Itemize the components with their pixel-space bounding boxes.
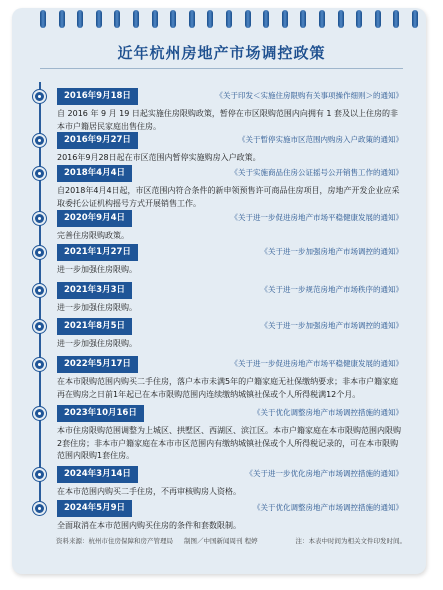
- entry-description: 自2018年4月4日起，市区范围内符合条件的新申领预售许可商品住房项目，房地产开发企业应采取委托公证机构摇号方式开展销售工作。: [57, 186, 400, 208]
- binder-ring: [375, 10, 381, 28]
- entry-description: 自 2016 年 9 月 19 日起实施住房限购政策，暂停在市区限购范围内向拥有 1 套及以上住房的非本市户籍居民家庭出售住房。: [57, 109, 399, 131]
- timeline-dot-icon: [33, 284, 46, 297]
- entry-date: 2021年1月27日: [57, 244, 138, 261]
- timeline-dot-icon: [33, 167, 46, 180]
- entry-document-title: 《关于优化调整房地产市场调控措施的通知》: [253, 408, 403, 417]
- binder-ring: [114, 10, 120, 28]
- entry-description: 全面取消在本市范围内购买住房的条件和套数限制。: [57, 521, 241, 530]
- binder-ring: [245, 10, 251, 28]
- footer-source: 资料来源：杭州市住房保障和房产管理局: [56, 537, 173, 545]
- entry-document-title: 《关于进一步规范房地产市场秩序的通知》: [260, 285, 403, 294]
- timeline-dot-icon: [33, 320, 46, 333]
- entry-document-title: 《关于进一步促进房地产市场平稳健康发展的通知》: [230, 213, 403, 222]
- entry-date: 2016年9月27日: [57, 132, 138, 149]
- binder-ring: [207, 10, 213, 28]
- binder-ring: [300, 10, 306, 28]
- entry-document-title: 《关于暂停实施市区范围内购房入户政策的通知》: [238, 135, 403, 144]
- entry-document-title: 《关于实施商品住房公证摇号公开销售工作的通知》: [230, 168, 403, 177]
- timeline-dot-icon: [33, 90, 46, 103]
- binder-ring: [356, 10, 362, 28]
- entry-document-title: 《关于进一步优化房地产市场调控措施的通知》: [245, 469, 403, 478]
- entry-document-title: 《关于印发＜实施住房限购有关事项操作细则＞的通知》: [215, 91, 403, 100]
- binder-ring: [40, 10, 46, 28]
- entry-date: 2024年3月14日: [57, 466, 138, 483]
- footer-note: 注：本表中时间为相关文件印发时间。: [295, 537, 406, 545]
- title-divider: [40, 68, 403, 69]
- binder-ring: [59, 10, 65, 28]
- entry-date: 2020年9月4日: [57, 210, 132, 227]
- page-title: 近年杭州房地产市场调控政策: [117, 44, 326, 62]
- binder-ring: [282, 10, 288, 28]
- binder-ring: [189, 10, 195, 28]
- timeline-dot-icon: [33, 212, 46, 225]
- binder-ring: [338, 10, 344, 28]
- timeline-dot-icon: [33, 407, 46, 420]
- binder-ring: [77, 10, 83, 28]
- entry-description: 进一步加强住房限购。: [57, 303, 137, 312]
- entry-date: 2016年9月18日: [57, 88, 138, 105]
- entry-document-title: 《关于进一步加强房地产市场调控的通知》: [260, 247, 403, 256]
- entry-description: 在本市限购范围内购买二手住房，落户本市未满5年的户籍家庭无社保缴纳要求；非本市户籍家庭再在购房之日前1年起已在本市限购范围内连续缴纳城镇社保或个人所得税满12个月。: [57, 377, 399, 399]
- entry-description: 完善住房限购政策。: [57, 231, 129, 240]
- entry-date: 2024年5月9日: [57, 500, 132, 517]
- entry-date: 2021年3月3日: [57, 282, 132, 299]
- entry-description: 2016年9月28日起在市区范围内暂停实施购房入户政策。: [57, 153, 261, 162]
- entry-document-title: 《关于进一步加强房地产市场调控的通知》: [260, 321, 403, 330]
- binder-ring: [226, 10, 232, 28]
- timeline-dot-icon: [33, 468, 46, 481]
- timeline-dot-icon: [33, 502, 46, 515]
- entry-date: 2021年8月5日: [57, 318, 132, 335]
- entry-date: 2023年10月16日: [57, 405, 144, 422]
- binder-ring: [263, 10, 269, 28]
- footer-credit: 制图／中国新闻周刊 程婷: [184, 537, 258, 545]
- binder-ring: [96, 10, 102, 28]
- binder-ring: [133, 10, 139, 28]
- timeline-dot-icon: [33, 246, 46, 259]
- binder-ring: [319, 10, 325, 28]
- entry-description: 本市住房限购范围调整为上城区、拱墅区、西湖区、滨江区。本市户籍家庭在本市限购范围内限购2套住房；非本市户籍家庭在本市市区范围内有缴纳城镇社保或个人所得税记录的，可在本市限购范围内限购1套住房。: [57, 426, 401, 460]
- binder-rings: [40, 10, 418, 30]
- timeline-dot-icon: [33, 358, 46, 371]
- entry-description: 进一步加强住房限购。: [57, 339, 137, 348]
- binder-ring: [152, 10, 158, 28]
- timeline-dot-icon: [33, 134, 46, 147]
- entry-date: 2022年5月17日: [57, 356, 138, 373]
- entry-document-title: 《关于优化调整房地产市场调控措施的通知》: [253, 503, 403, 512]
- entry-description: 进一步加强住房限购。: [57, 265, 137, 274]
- binder-ring: [393, 10, 399, 28]
- entry-description: 在本市范围内购买二手住房，不再审核购房人资格。: [57, 487, 241, 496]
- entry-date: 2018年4月4日: [57, 165, 132, 182]
- binder-ring: [412, 10, 418, 28]
- binder-ring: [170, 10, 176, 28]
- entry-document-title: 《关于进一步促进房地产市场平稳健康发展的通知》: [230, 359, 403, 368]
